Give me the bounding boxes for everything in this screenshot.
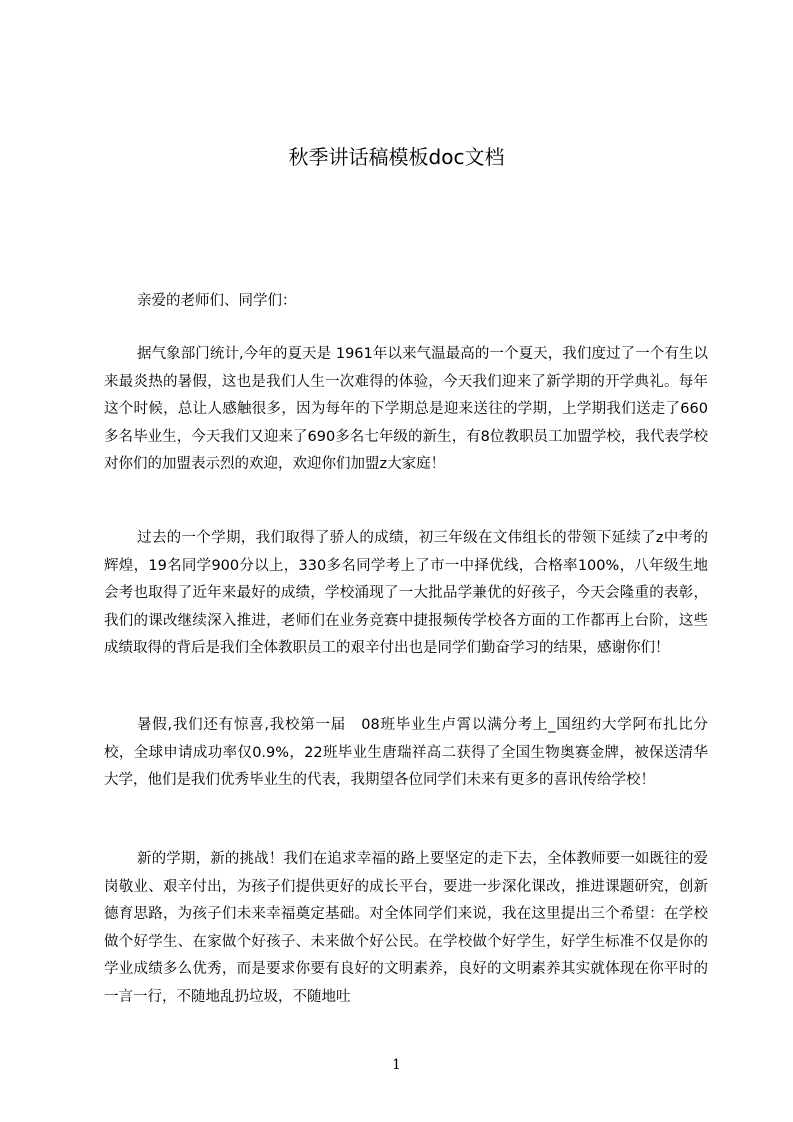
- paragraph-summer-news: 暑假,我们还有惊喜,我校第一届 08班毕业生卢霄以满分考上_国纽约大学阿布扎比分校，全球申请成功率仅0.9%，22班毕业生唐瑞祥高二获得了全国生物奥赛金牌，被保送清华大学，他们是我们优秀毕业生的代表，我期望各位同学们未来有更多的喜讯传给学校！: [104, 717, 708, 788]
- paragraph-new-semester: 新的学期，新的挑战！我们在追求幸福的路上要坚定的走下去，全体教师要一如既往的爱岗敬业、艰辛付出，为孩子们提供更好的成长平台，要进一步深化课改，推进课题研究，创新德育思路，为孩子们未来幸福奠定基础。对全体同学们来说，我在这里提出三个希望：在学校做个好学生、在家做个好孩子、未来做个好公民。在学校做个好学生，好学生标准不仅是你的学业成绩多么优秀，而是要求你要有良好的文明素养，良好的文明素养其实就体现在你平时的一言一行，不随地乱扔垃圾，不随地吐: [104, 851, 708, 1005]
- salutation: 亲爱的老师们、同学们：: [137, 293, 297, 309]
- paragraph-achievements: 过去的一个学期，我们取得了骄人的成绩，初三年级在文伟组长的带领下延续了z中考的辉煌，19名同学900分以上，330多名同学考上了市一中择优线，合格率100%，八年级生地会考也取得了近年来最好的成绩，学校涌现了一大批品学兼优的好孩子，今天会隆重的表彰，我们的课改继续深入推进，老师们在业务竞赛中捷报频传学校各方面的工作都再上台阶，这些成绩取得的背后是我们全体教职员工的艰辛付出也是同学们勤奋学习的结果，感谢你们！: [104, 530, 708, 656]
- paragraph-weather: 据气象部门统计,今年的夏天是 1961年以来气温最高的一个夏天，我们度过了一个有生以来最炎热的暑假，这也是我们人生一次难得的体验，今天我们迎来了新学期的开学典礼。每年这个时候，总让人感触很多，因为每年的下学期总是迎来送往的学期，上学期我们送走了660多名毕业生，今天我们又迎来了690多名七年级的新生，有8位教职员工加盟学校，我代表学校对你们的加盟表示烈的欢迎，欢迎你们加盟z大家庭！: [104, 346, 708, 472]
- document-title: 秋季讲话稿模板doc文档: [288, 145, 505, 169]
- page-number: 1: [392, 1057, 401, 1073]
